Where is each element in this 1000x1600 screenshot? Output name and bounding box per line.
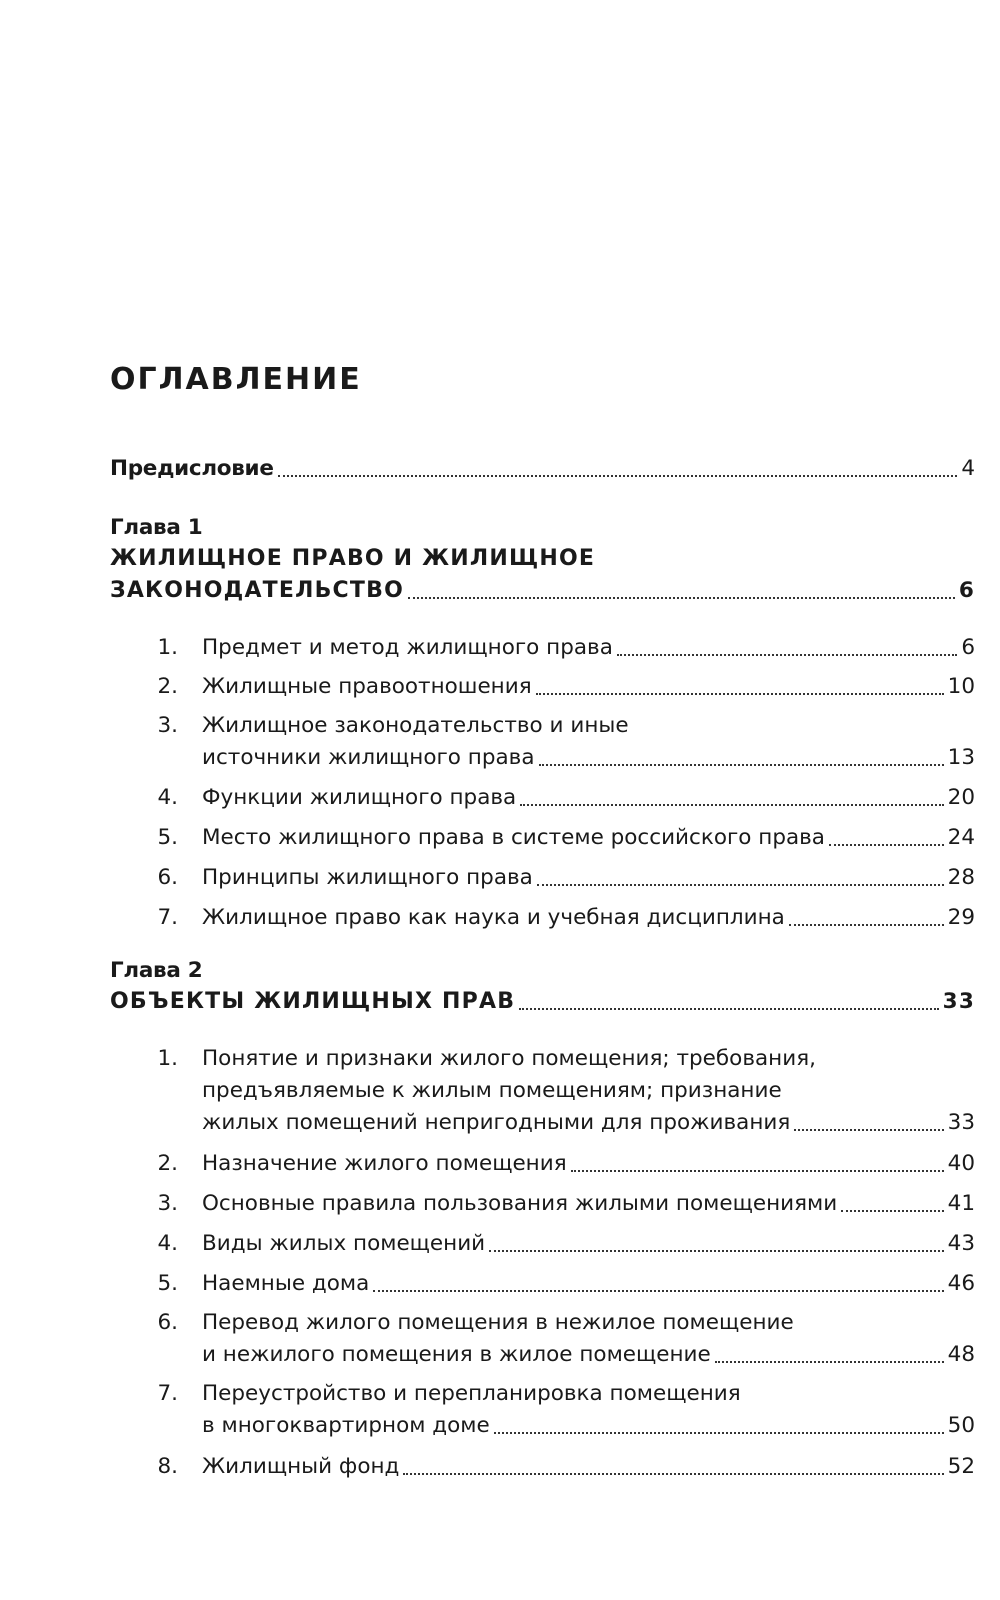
section-title [202,1228,975,1260]
section-number: 7. [157,1381,178,1406]
toc-entry-preface[interactable] [110,455,975,483]
section-number: 1. [157,635,178,660]
toc-page-number: 29 [947,905,975,930]
section-title [202,1378,975,1442]
chapter-title: ЗАКОНОДАТЕЛЬСТВО [110,578,404,603]
toc-page-number: 4 [961,456,975,481]
section-title-line: Виды жилых помещений [202,1231,486,1256]
toc-entry-chapter-1[interactable] [110,577,975,605]
section-number: 4. [157,785,178,810]
section-title-line: Принципы жилищного права [202,865,533,890]
section-title [202,1043,975,1139]
section-title-line: Предмет и метод жилищного права [202,635,613,660]
toc-page-number: 10 [947,674,975,699]
toc-page-number: 46 [947,1271,975,1296]
dot-leader [789,924,944,926]
section-number: 8. [157,1454,178,1479]
section-title-line: Понятие и признаки жилого помещения; требования, [202,1046,816,1071]
section-number: 2. [157,674,178,699]
section-title-line: Жилищные правоотношения [202,674,532,699]
section-title [202,632,975,664]
section-title-line: Место жилищного права в системе российского права [202,825,825,850]
toc-page-number: 6 [958,578,975,603]
section-title [202,710,975,774]
toc-entry-section[interactable] [110,822,975,854]
toc-entry-section[interactable] [110,782,975,814]
section-title-line: источники жилищного права [202,745,535,770]
chapter-title: ОБЪЕКТЫ ЖИЛИЩНЫХ ПРАВ [110,989,516,1014]
section-number: 4. [157,1231,178,1256]
section-number: 5. [157,1271,178,1296]
toc-page-number: 20 [947,785,975,810]
dot-leader [520,804,943,806]
toc-entry-section[interactable] [110,1188,975,1220]
section-title-line: Функции жилищного права [202,785,517,810]
toc-entry-section[interactable] [110,1451,975,1483]
section-title-line: Жилищный фонд [202,1454,400,1479]
section-title [202,1268,975,1300]
toc-entry-section[interactable] [110,1268,975,1300]
toc-entry-section[interactable] [110,632,975,664]
chapter-label: Глава 2 [110,958,203,983]
dot-leader [841,1210,943,1212]
toc-entry-section[interactable] [110,1148,975,1180]
chapter-label: Глава 1 [110,515,203,540]
toc-entry-label: Предисловие [110,456,274,481]
section-number: 6. [157,1310,178,1335]
dot-leader [408,597,955,599]
section-title-line: предъявляемые к жилым помещениям; признание [202,1078,782,1103]
dot-leader [794,1129,943,1131]
toc-page-number: 33 [942,989,975,1014]
toc-page-number: 33 [947,1110,975,1135]
section-title-line: жилых помещений непригодными для проживания [202,1110,791,1135]
section-number: 5. [157,825,178,850]
section-title-line: Перевод жилого помещения в нежилое помещение [202,1310,794,1335]
dot-leader [494,1432,944,1434]
dot-leader [539,764,944,766]
toc-page-number: 28 [947,865,975,890]
section-title-line: Жилищное право как наука и учебная дисциплина [202,905,785,930]
dot-leader [537,884,944,886]
dot-leader [403,1473,943,1475]
toc-entry-section[interactable] [110,710,975,774]
section-title [202,822,975,854]
section-title [202,1451,975,1483]
page-title: ОГЛАВЛЕНИЕ [110,362,362,397]
toc-page-number: 41 [947,1191,975,1216]
section-number: 3. [157,1191,178,1216]
chapter-title: ЖИЛИЩНОЕ ПРАВО И ЖИЛИЩНОЕ [110,546,596,571]
dot-leader [617,654,957,656]
section-number: 1. [157,1046,178,1071]
section-title-line: Основные правила пользования жилыми помещениями [202,1191,838,1216]
section-title-line: Жилищное законодательство и иные [202,713,629,738]
section-title [202,1307,975,1371]
section-title [202,1188,975,1220]
toc-entry-section[interactable] [110,1378,975,1442]
section-title [202,1148,975,1180]
toc-entry-section[interactable] [110,1307,975,1371]
dot-leader [715,1361,944,1363]
section-number: 2. [157,1151,178,1176]
section-number: 7. [157,905,178,930]
toc-entry-chapter-2[interactable] [110,988,975,1016]
section-title [202,671,975,703]
section-title-line: Наемные дома [202,1271,370,1296]
toc-entry-section[interactable] [110,671,975,703]
toc-page-number: 43 [947,1231,975,1256]
dot-leader [829,844,944,846]
section-title-line: Назначение жилого помещения [202,1151,567,1176]
section-title-line: Переустройство и перепланировка помещения [202,1381,741,1406]
toc-page-number: 24 [947,825,975,850]
section-title-line: и нежилого помещения в жилое помещение [202,1342,711,1367]
dot-leader [519,1008,939,1010]
toc-page-number: 6 [961,635,975,660]
toc-page-number: 40 [947,1151,975,1176]
toc-entry-section[interactable] [110,1228,975,1260]
section-number: 6. [157,865,178,890]
section-title [202,862,975,894]
section-title-line: в многоквартирном доме [202,1413,490,1438]
section-title [202,902,975,934]
toc-page-number: 50 [947,1413,975,1438]
toc-page-number: 48 [947,1342,975,1367]
section-title [202,782,975,814]
toc-page-number: 13 [947,745,975,770]
dot-leader [373,1290,943,1292]
toc-entry-section[interactable] [110,1043,975,1139]
toc-page-number: 52 [947,1454,975,1479]
toc-entry-section[interactable] [110,902,975,934]
dot-leader [278,475,958,477]
dot-leader [571,1170,944,1172]
toc-entry-section[interactable] [110,862,975,894]
dot-leader [489,1250,943,1252]
dot-leader [536,693,944,695]
section-number: 3. [157,713,178,738]
